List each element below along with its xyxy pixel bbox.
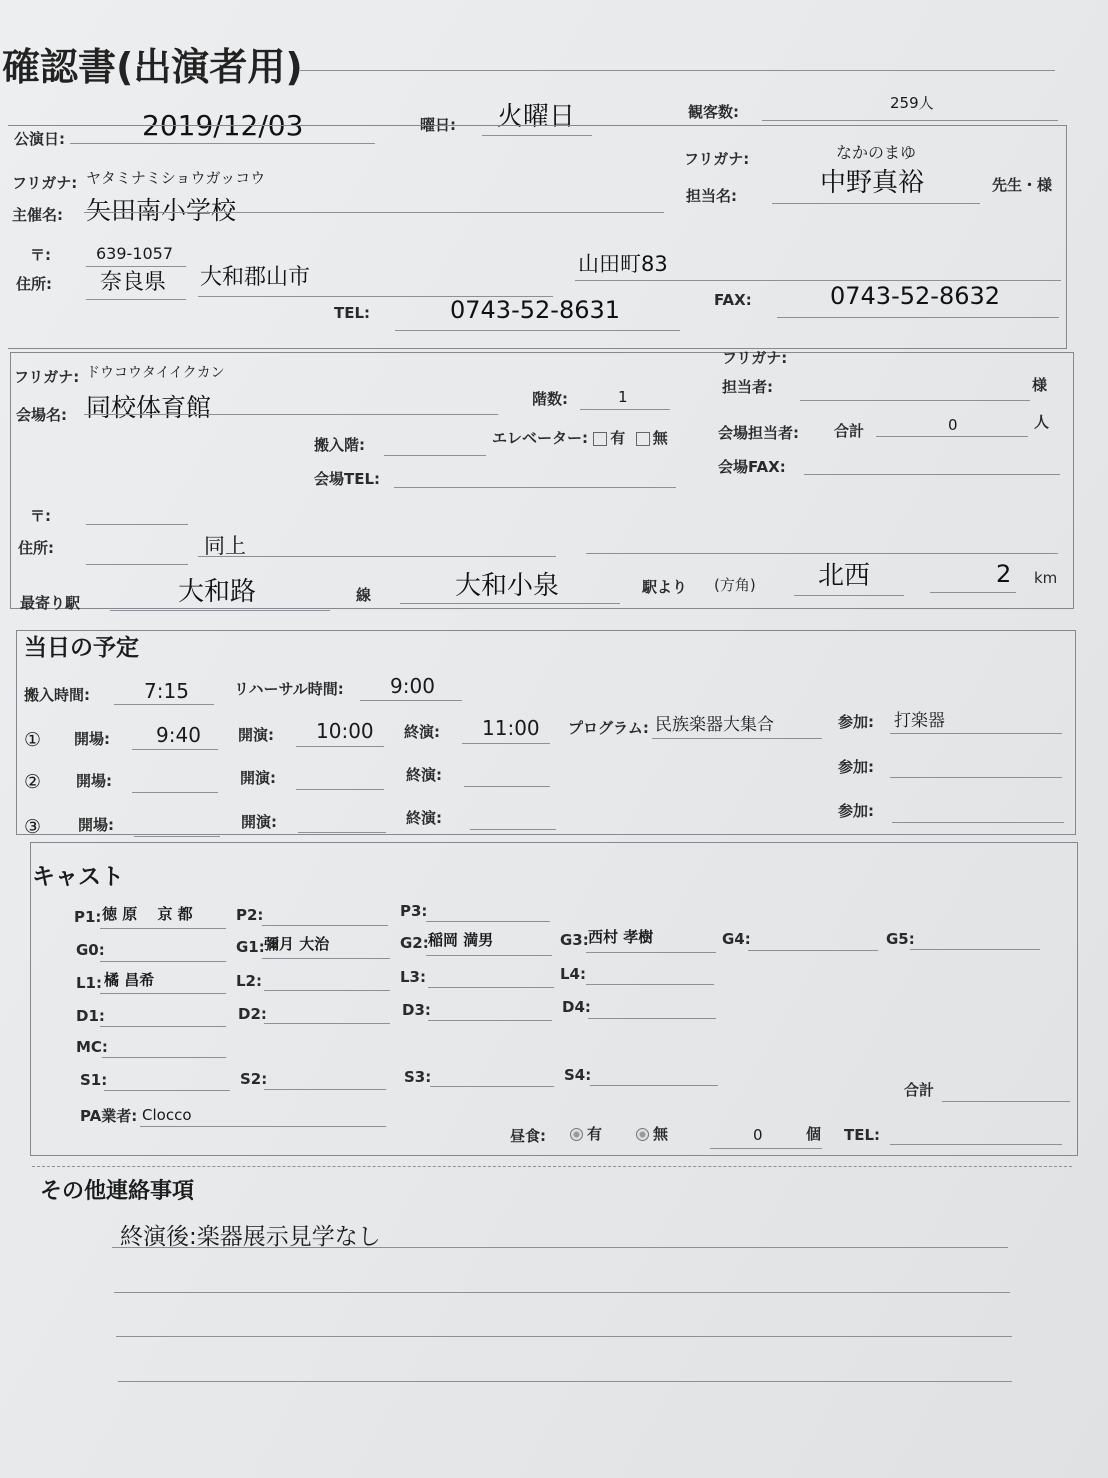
- cast-l1: 橘 昌希: [104, 971, 155, 989]
- station-label: 最寄り駅: [20, 594, 81, 612]
- cast-d2-label: D2:: [238, 1005, 267, 1023]
- cast-l3-label: L3:: [400, 968, 426, 986]
- cast-p1: 徳 原 京 都: [102, 905, 193, 923]
- station-name: 大和路: [178, 577, 257, 607]
- direction-label: (方角): [714, 576, 756, 594]
- direction-value: 北西: [818, 561, 871, 591]
- address-street: 山田町83: [578, 252, 668, 276]
- row1-end-line: [462, 743, 550, 744]
- cast-g4-line: [748, 950, 878, 951]
- venue-zip-label: 〒:: [30, 507, 51, 525]
- rehearsal-label: リハーサル時間:: [234, 680, 344, 698]
- lunch-tel-line: [890, 1144, 1062, 1145]
- contact-line: [772, 203, 980, 204]
- cast-g1-line: [262, 958, 390, 959]
- cast-total-label: 合計: [904, 1081, 935, 1099]
- venue-zip-line: [86, 524, 188, 525]
- cast-s1-line: [104, 1090, 230, 1091]
- cast-l1-line: [100, 993, 226, 994]
- venue-staff-unit: 人: [1034, 413, 1050, 431]
- cast-l2-line: [264, 990, 390, 991]
- row3-start-label: 開演:: [241, 813, 277, 831]
- row2-start-line: [296, 789, 384, 790]
- line-label: 線: [356, 586, 372, 604]
- cast-p3-line: [426, 921, 550, 922]
- cast-g3: 西村 孝樹: [588, 928, 654, 946]
- lunch-label: 昼食:: [510, 1127, 546, 1145]
- rehearsal-line: [360, 700, 462, 701]
- cast-d4-line: [588, 1018, 716, 1019]
- cast-d1-line: [100, 1026, 226, 1027]
- cast-p2-line: [262, 925, 388, 926]
- venue-tel-line: [394, 487, 676, 488]
- cast-d1-label: D1:: [76, 1007, 105, 1025]
- venue-fax-line: [804, 474, 1060, 475]
- floors-line: [580, 409, 670, 410]
- load-in-time: 7:15: [144, 679, 189, 703]
- pref-line: [86, 299, 186, 300]
- row1-join-line: [890, 733, 1062, 734]
- organizer-fax: 0743-52-8632: [830, 282, 1001, 310]
- venue-furigana-label: フリガナ:: [14, 368, 80, 386]
- row3-end-label: 終演:: [406, 809, 442, 827]
- tel-line: [395, 330, 680, 331]
- venue-contact-furigana-label: フリガナ:: [722, 349, 788, 367]
- cast-l3-line: [428, 987, 554, 988]
- organizer-furigana-label: フリガナ:: [12, 174, 78, 192]
- notes-rule2: [114, 1292, 1010, 1293]
- load-in-line: [114, 704, 214, 705]
- venue-furigana: ドウコウタイイクカン: [86, 365, 225, 381]
- lunch-yes-radio[interactable]: [570, 1128, 583, 1141]
- cast-d2-line: [264, 1023, 390, 1024]
- row1-open-label: 開場:: [74, 730, 110, 748]
- cast-g0-label: G0:: [76, 941, 105, 959]
- venue-contact-line: [800, 400, 1030, 401]
- lunch-no-radio[interactable]: [636, 1128, 649, 1141]
- street-line: [575, 280, 1061, 281]
- venue-contact-suffix: 様: [1032, 376, 1048, 394]
- lunch-count-line: [710, 1148, 822, 1149]
- row3-end-line: [470, 829, 556, 830]
- elevator-yes-label: 有: [610, 429, 626, 447]
- cast-g4-label: G4:: [722, 930, 751, 948]
- tel-label: TEL:: [334, 304, 371, 322]
- cast-g3-line: [586, 952, 716, 953]
- audience-label: 観客数:: [688, 103, 739, 121]
- row1-join-label: 参加:: [838, 713, 874, 731]
- lunch-yes-label: 有: [587, 1125, 603, 1143]
- cast-g0-line: [100, 961, 226, 962]
- cast-l4-label: L4:: [560, 965, 586, 983]
- cast-s4-line: [590, 1085, 718, 1086]
- line-station: 大和小泉: [455, 571, 560, 601]
- row2-join-line: [890, 777, 1062, 778]
- row1-open: 9:40: [156, 723, 201, 747]
- cast-s4-label: S4:: [564, 1066, 592, 1084]
- floors-label: 階数:: [532, 390, 568, 408]
- cast-g5-line: [910, 949, 1040, 950]
- page-title: 確認書(出演者用): [2, 45, 303, 89]
- venue-staff-label: 会場担当者:: [718, 424, 799, 442]
- address-label: 住所:: [16, 275, 52, 293]
- row1-program-line: [652, 738, 822, 739]
- row1-start: 10:00: [316, 719, 374, 743]
- load-floor-line: [384, 455, 486, 456]
- pa-label: PA業者:: [80, 1107, 138, 1125]
- direction-line: [794, 595, 904, 596]
- cast-g2: 稲岡 満男: [428, 931, 494, 949]
- notes-line1: 終演後:楽器展示見学なし: [120, 1224, 381, 1250]
- organizer-name-line: [84, 212, 664, 213]
- organizer-name: 矢田南小学校: [86, 196, 237, 225]
- from-station-label: 駅より: [642, 578, 688, 596]
- row1-start-label: 開演:: [238, 726, 274, 744]
- cast-g2-line: [426, 955, 552, 956]
- performance-date: 2019/12/03: [142, 109, 304, 142]
- lunch-no: [636, 1127, 668, 1142]
- venue-address-line3: [586, 553, 1058, 554]
- row2-open-label: 開場:: [76, 772, 112, 790]
- address-city: 大和郡山市: [200, 265, 311, 290]
- distance-unit: km: [1034, 569, 1058, 587]
- cast-g1-label: G1:: [236, 938, 265, 956]
- contact-furigana-label: フリガナ:: [684, 150, 750, 168]
- venue-contact-label: 担当者:: [722, 378, 773, 396]
- title-underline: [300, 70, 1055, 71]
- cast-p1-line: [100, 928, 226, 929]
- cast-s3-label: S3:: [404, 1068, 432, 1086]
- venue-staff-total: 0: [948, 416, 958, 434]
- contact-name: 中野真裕: [820, 168, 925, 198]
- cast-heading: キャスト: [32, 864, 124, 890]
- cast-p3-label: P3:: [400, 902, 428, 920]
- venue-name-label: 会場名:: [16, 406, 67, 424]
- cast-total-line: [942, 1101, 1070, 1102]
- contact-label: 担当名:: [686, 187, 737, 205]
- cast-g1: 彌月 大治: [264, 935, 330, 953]
- zip-label: 〒:: [30, 246, 51, 264]
- notes-rule4: [118, 1381, 1012, 1382]
- distance-value: 2: [996, 560, 1012, 588]
- audience-count: 259人: [890, 94, 934, 112]
- lunch-count: 0: [753, 1126, 763, 1144]
- organizer-tel: 0743-52-8631: [450, 296, 621, 324]
- elevator-text: エレベーター:: [492, 429, 588, 447]
- distance-line: [930, 592, 1016, 593]
- venue-name-line: [84, 414, 498, 415]
- cast-g3-label: G3:: [560, 931, 589, 949]
- row2-end-line: [464, 786, 550, 787]
- date-label: 公演日:: [14, 130, 65, 148]
- contact-honorific: 先生・様: [992, 176, 1053, 194]
- cast-s1-label: S1:: [80, 1071, 108, 1089]
- notes-heading: その他連絡事項: [40, 1179, 195, 1204]
- row3-open-label: 開場:: [78, 816, 114, 834]
- weekday-label: 曜日:: [420, 116, 456, 134]
- lunch-no-label: 無: [653, 1125, 669, 1143]
- venue-name: 同校体育館: [86, 393, 212, 422]
- contact-furigana: なかのまゆ: [836, 143, 917, 162]
- cast-s2-line: [264, 1089, 386, 1090]
- audience-line: [762, 120, 1058, 121]
- row2-join-label: 参加:: [838, 758, 874, 776]
- load-in-label: 搬入時間:: [24, 686, 90, 704]
- venue-address: 同上: [204, 534, 246, 558]
- cast-l1-label: L1:: [76, 974, 102, 992]
- row1-end-label: 終演:: [404, 723, 440, 741]
- organizer-furigana: ヤタミナミショウガッコウ: [86, 169, 266, 187]
- weekday-value: 火曜日: [497, 102, 576, 132]
- lunch-unit: 個: [806, 1125, 822, 1143]
- cast-s2-label: S2:: [240, 1070, 268, 1088]
- floors-value: 1: [618, 388, 628, 406]
- address-prefecture: 奈良県: [100, 270, 167, 295]
- venue-address-line2: [198, 556, 556, 557]
- elevator-no-checkbox[interactable]: [636, 432, 650, 446]
- cast-l2-label: L2:: [236, 972, 262, 990]
- venue-address-label: 住所:: [18, 539, 54, 557]
- venue-address-line1: [86, 564, 188, 565]
- zip-line: [86, 266, 186, 267]
- row1-end: 11:00: [482, 716, 540, 740]
- cast-d3-line: [428, 1020, 552, 1021]
- row1-open-line: [132, 749, 218, 750]
- cast-mc-label: MC:: [76, 1038, 108, 1056]
- rehearsal-time: 9:00: [390, 674, 435, 698]
- cast-d4-label: D4:: [562, 998, 591, 1016]
- schedule-heading: 当日の予定: [24, 635, 139, 661]
- zip-value: 639-1057: [96, 244, 174, 263]
- organizer-name-label: 主催名:: [12, 206, 63, 224]
- row1-join: 打楽器: [894, 711, 945, 731]
- cast-g5-label: G5:: [886, 930, 915, 948]
- venue-staff-total-label: 合計: [834, 422, 865, 440]
- fax-label: FAX:: [714, 291, 752, 309]
- station-line: [110, 610, 330, 611]
- venue-tel-label: 会場TEL:: [314, 470, 381, 488]
- notes-rule3: [116, 1336, 1012, 1337]
- pa-company: Clocco: [142, 1106, 192, 1124]
- row2-end-label: 終演:: [406, 766, 442, 784]
- pa-line: [140, 1126, 386, 1127]
- venue-staff-line: [876, 436, 1028, 437]
- row1-number: ①: [24, 729, 42, 751]
- elevator-label: [492, 431, 668, 446]
- cast-l4-line: [586, 984, 714, 985]
- cast-g2-label: G2:: [400, 934, 429, 952]
- line-station-line: [400, 603, 620, 604]
- cast-s3-line: [430, 1086, 554, 1087]
- row1-program: 民族楽器大集合: [655, 715, 774, 735]
- notes-rule1: [112, 1247, 1008, 1248]
- cast-p2-label: P2:: [236, 906, 264, 924]
- lunch-yes: [570, 1127, 602, 1142]
- row2-start-label: 開演:: [240, 769, 276, 787]
- row3-number: ③: [24, 816, 42, 838]
- row1-start-line: [296, 746, 384, 747]
- row3-open-line: [134, 836, 220, 837]
- row3-start-line: [298, 832, 386, 833]
- load-floor-label: 搬入階:: [314, 436, 365, 454]
- elevator-no-label: 無: [652, 429, 668, 447]
- elevator-yes-checkbox[interactable]: [593, 432, 607, 446]
- row3-join-label: 参加:: [838, 802, 874, 820]
- program-label: プログラム:: [568, 719, 649, 737]
- notes-divider: [32, 1166, 1072, 1167]
- lunch-tel-label: TEL:: [844, 1126, 881, 1144]
- row2-number: ②: [24, 771, 42, 793]
- venue-fax-label: 会場FAX:: [718, 458, 786, 476]
- cast-p1-label: P1:: [74, 908, 102, 926]
- fax-line: [777, 317, 1059, 318]
- cast-d3-label: D3:: [402, 1001, 431, 1019]
- cast-mc-line: [102, 1057, 226, 1058]
- row2-open-line: [132, 792, 218, 793]
- row3-join-line: [892, 822, 1064, 823]
